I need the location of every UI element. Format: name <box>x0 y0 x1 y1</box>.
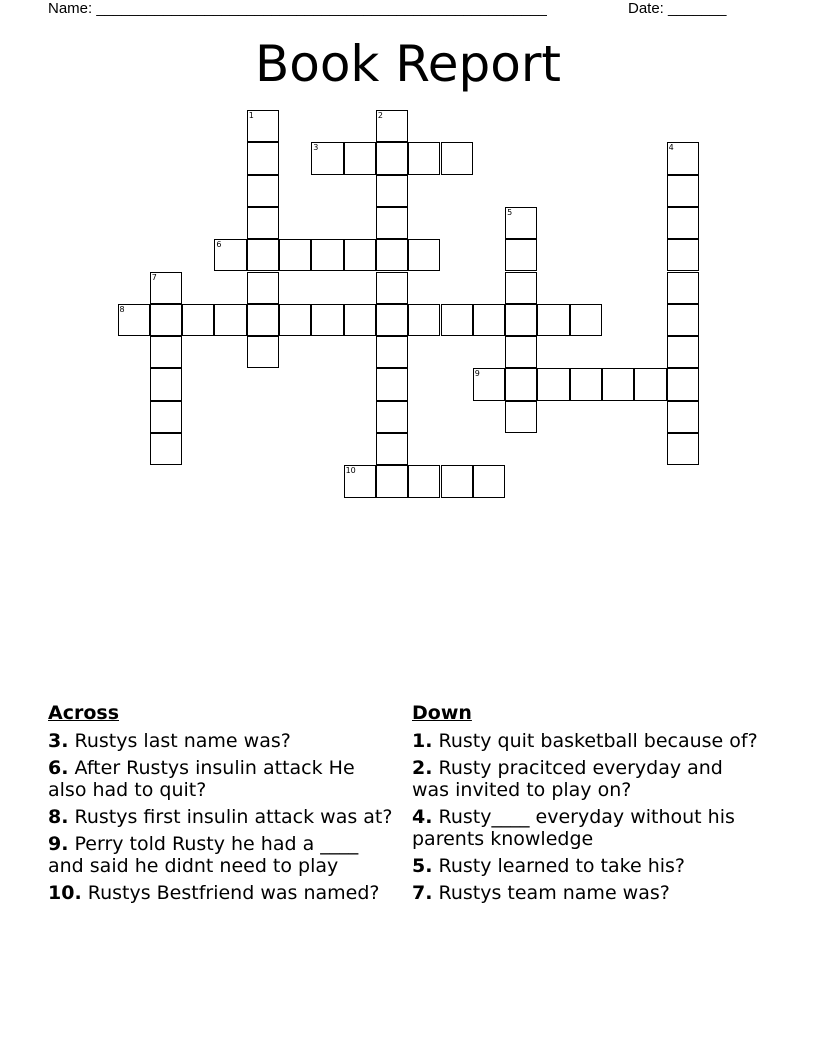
page-title: Book Report <box>254 35 562 93</box>
across-heading: Across <box>48 702 120 724</box>
clue-text: Perry told Rusty he had a ____ and said he didnt need to play <box>48 833 359 877</box>
grid-cell[interactable] <box>150 272 182 304</box>
clue-number: 3. <box>48 730 69 752</box>
down-clues <box>412 702 762 909</box>
cell-number: 2 <box>377 111 383 120</box>
grid-cell[interactable] <box>505 207 537 239</box>
grid-cell[interactable] <box>667 207 699 239</box>
grid-cell[interactable] <box>505 336 537 368</box>
grid-cell[interactable] <box>537 368 569 400</box>
clue-down-7 <box>412 882 762 904</box>
grid-cell[interactable] <box>376 142 408 174</box>
grid-cell[interactable] <box>473 368 505 400</box>
crossword-grid <box>0 0 816 520</box>
grid-cell[interactable] <box>537 304 569 336</box>
grid-cell[interactable] <box>634 368 666 400</box>
cell-number: 6 <box>216 240 222 250</box>
clue-number: 7. <box>412 882 433 904</box>
date-field[interactable]: Date: _______ <box>628 0 727 17</box>
grid-cell[interactable] <box>279 304 311 336</box>
clue-number: 2. <box>412 757 433 779</box>
cell-number: 5 <box>507 207 513 217</box>
grid-cell[interactable] <box>667 368 699 400</box>
grid-cell[interactable] <box>247 239 279 271</box>
across-clues <box>48 702 398 909</box>
grid-cell[interactable] <box>667 433 699 465</box>
clue-number: 4. <box>412 806 433 828</box>
grid-cell[interactable] <box>311 239 343 271</box>
cell-number: 7 <box>151 272 157 282</box>
clue-text: Rusty quit basketball because of? <box>438 730 758 752</box>
grid-cell[interactable] <box>408 465 440 497</box>
grid-cell[interactable] <box>473 304 505 336</box>
grid-cell[interactable] <box>376 304 408 336</box>
grid-cell[interactable] <box>150 433 182 465</box>
cell-number: 10 <box>345 466 356 476</box>
grid-cell[interactable] <box>667 336 699 368</box>
grid-cell[interactable] <box>441 304 473 336</box>
cell-number: 9 <box>474 369 480 379</box>
clue-number: 9. <box>48 833 69 855</box>
grid-cell[interactable] <box>667 304 699 336</box>
clue-number: 6. <box>48 757 69 779</box>
clue-number: 8. <box>48 806 69 828</box>
grid-cell[interactable] <box>344 304 376 336</box>
clue-text: Rustys Bestfriend was named? <box>87 882 380 904</box>
grid-cell[interactable] <box>247 207 279 239</box>
grid-cell[interactable] <box>311 304 343 336</box>
cell-number: 1 <box>248 111 254 120</box>
grid-cell[interactable] <box>441 142 473 174</box>
grid-cell[interactable] <box>247 336 279 368</box>
grid-cell[interactable] <box>408 142 440 174</box>
grid-cell[interactable] <box>344 239 376 271</box>
grid-cell[interactable] <box>279 239 311 271</box>
grid-cell[interactable] <box>473 465 505 497</box>
clue-across-6 <box>48 757 398 801</box>
grid-cell[interactable] <box>408 304 440 336</box>
clue-text: Rustys team name was? <box>438 882 670 904</box>
grid-cell[interactable] <box>667 239 699 271</box>
down-heading: Down <box>412 702 472 724</box>
grid-cell[interactable] <box>408 239 440 271</box>
clue-across-3 <box>48 730 398 752</box>
clue-text: Rustys first insulin attack was at? <box>74 806 393 828</box>
grid-cell[interactable] <box>247 142 279 174</box>
name-field[interactable]: Name: ______________________________________________________ <box>48 0 547 17</box>
grid-cell[interactable] <box>182 304 214 336</box>
grid-cell[interactable] <box>376 207 408 239</box>
grid-cell[interactable] <box>505 272 537 304</box>
clue-text: After Rustys insulin attack He also had to quit? <box>48 757 355 801</box>
grid-cell[interactable] <box>505 368 537 400</box>
clue-text: Rustys last name was? <box>74 730 291 752</box>
grid-cell[interactable] <box>376 465 408 497</box>
clue-text: Rusty____ everyday without his parents knowledge <box>412 806 735 850</box>
grid-cell[interactable] <box>150 336 182 368</box>
grid-cell[interactable] <box>667 401 699 433</box>
clue-down-1 <box>412 730 762 752</box>
clue-text: Rusty learned to take his? <box>438 855 686 877</box>
clue-number: 1. <box>412 730 433 752</box>
grid-cell[interactable] <box>441 465 473 497</box>
clue-across-10 <box>48 882 398 904</box>
grid-cell[interactable] <box>667 142 699 174</box>
clue-number: 5. <box>412 855 433 877</box>
grid-cell[interactable] <box>376 401 408 433</box>
clue-text: Rusty pracitced everyday and was invited to play on? <box>412 757 723 801</box>
grid-cell[interactable] <box>376 368 408 400</box>
clue-number: 10. <box>48 882 82 904</box>
grid-cell[interactable] <box>118 304 150 336</box>
grid-cell[interactable] <box>214 239 246 271</box>
grid-cell[interactable] <box>247 110 279 142</box>
grid-cell[interactable] <box>376 336 408 368</box>
grid-cell[interactable] <box>602 368 634 400</box>
grid-cell[interactable] <box>667 175 699 207</box>
grid-cell[interactable] <box>150 401 182 433</box>
grid-cell[interactable] <box>214 304 246 336</box>
cell-number: 3 <box>313 143 319 153</box>
grid-cell[interactable] <box>150 368 182 400</box>
grid-cell[interactable] <box>505 239 537 271</box>
clue-across-8 <box>48 806 398 828</box>
clue-down-2 <box>412 757 762 801</box>
grid-cell[interactable] <box>667 272 699 304</box>
clue-across-9 <box>48 833 398 877</box>
grid-cell[interactable] <box>505 304 537 336</box>
cell-number: 8 <box>119 304 125 314</box>
grid-cell[interactable] <box>311 142 343 174</box>
grid-cell[interactable] <box>247 304 279 336</box>
clue-down-4 <box>412 806 762 850</box>
grid-cell[interactable] <box>247 272 279 304</box>
grid-cell[interactable] <box>150 304 182 336</box>
grid-cell[interactable] <box>376 272 408 304</box>
clue-down-5 <box>412 855 762 877</box>
grid-cell[interactable] <box>247 175 279 207</box>
grid-cell[interactable] <box>570 304 602 336</box>
grid-cell[interactable] <box>570 368 602 400</box>
grid-cell[interactable] <box>376 110 408 142</box>
grid-cell[interactable] <box>344 465 376 497</box>
grid-cell[interactable] <box>376 175 408 207</box>
cell-number: 4 <box>668 143 674 153</box>
grid-cell[interactable] <box>344 142 376 174</box>
grid-cell[interactable] <box>376 433 408 465</box>
grid-cell[interactable] <box>505 401 537 433</box>
grid-cell[interactable] <box>376 239 408 271</box>
